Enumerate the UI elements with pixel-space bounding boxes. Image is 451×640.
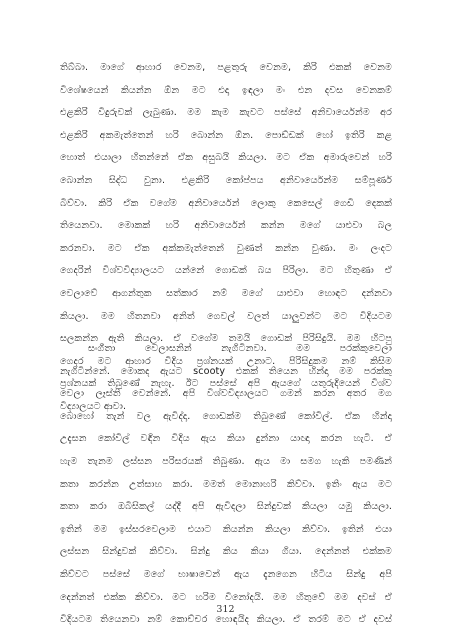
- text-line: ප්‍රශ්නයක් තිබුණේ නැහැ. ඊට පස්සේ අපි ඇයගේ යතුරුදියෙන් විශ්ව: [60, 378, 392, 390]
- text-line: උදැසන කෝවිල් වඳින විදිය ඇය කියා දුන්නා යාඥා කරන හැටි. ඒ: [60, 433, 392, 445]
- page-number: 312: [216, 604, 235, 615]
- text-line: එළකිරි අකමැත්තෙන් හරි බොන්න ඕන. පොඩ්ඩක් හෝ ඉතිරි කළ: [60, 129, 392, 141]
- text-line: ඉතින් මම ඉස්සරවෙලාම එයාට කියන්න කියලා කිව්වා. ඉතින් එයා: [60, 523, 392, 535]
- text-line: විදියටම තියෙනවා නම් කොච්චර හොඳයිද කියලා. ඒ තරම් මට ඒ දවස්: [60, 614, 392, 626]
- text-line: සංගීතා වෙලාසනින් නැගිටිනවා. මම පරක්කුවෙලා: [88, 343, 392, 354]
- text-line: තියෙනවා. මොකක් හරි අනිවාර්යෙන් කන්න මගේ යාළුවා බල: [60, 220, 392, 232]
- text-line: විශේෂයෙන් කියන්න ඕන මට එදා ඉඳලා මං එන දවස වෙනකම්: [60, 84, 392, 96]
- text-line: වෙලාවේ ආගන්තුක සත්කාර නම් මගේ යාළුවා හොඳට දන්නවා: [60, 287, 392, 299]
- text-line: කිව්වට පස්සේ මගේ භාෂාවෙන් ඇය දැනගෙන හිටිය සින්දු අපි: [60, 568, 392, 580]
- text-line: කරනවා. මට ඒක අක්කමැත්තෙන් වුණත් කන්න වුණා. මං ලංදට: [60, 242, 392, 254]
- text-line: තිබ්බා. මාගේ ආහාර වෙනම, පළතුරු වෙනම, කිරි එකක් වෙනම: [60, 62, 392, 73]
- text-line: බොන්න සිද්ධ වුනා. එළකිරි කෝප්පය අනිවාර්යෙන්ම සම්පූර්ණ: [60, 174, 392, 186]
- text-line: වෙලා ලෑස්ති වෙන්නේ. අපි විශ්වවිද්‍යාලයට ගමන් කරන අතර මග: [60, 388, 392, 400]
- text-line: ලස්සන සින්දුවක් කිව්වා. සින්දු කිය කියා ගියා. දෙන්නත් එක්කම: [60, 546, 392, 558]
- text-line: දෙන්නත් එක්ක කිව්වා. මට හරිම විනෝදයි. මම හිතුවේ මම දවස් ඒ: [60, 591, 392, 603]
- text-line: කතා කරන්න උත්සාහ කරා. මමත් මොනාහරි කිව්වා. ඉතිං ඇය මට: [60, 478, 392, 490]
- paragraph-2: [60, 338, 392, 632]
- text-line: හොත් එයාලා හිතන්නේ ඒක අසුබයි කියලා. මට ඒක අමාරුවෙන් හරි: [60, 152, 392, 164]
- text-line: බොහෝ තැන් වල ඇවිද්දා. ගොඩක්ම තිබුණේ කෝවිල්. ඒක හින්දා: [60, 410, 392, 422]
- text-line: කතා කරා ඔබිසිකල් යද්දී අපි ඇවිදලා සින්දුවක් කියලා යමු කියලා.: [60, 501, 392, 513]
- text-line: සලකන්න ඇති කියලා. ඒ වගේම තමයි ගොඩක් පිරිසිදුයි. මම හිටපු: [60, 333, 392, 345]
- text-line: හැම තැනම ලස්සන පරිසරයක් තිබුණා. ඇය මා සමග හැකි පමණින්: [60, 455, 392, 467]
- text-line: කියලා. මම හිතනවා අනිත් ගෙවල් වලත් යාලුවන්ට මට විදියටම: [60, 310, 392, 322]
- text-line: බිව්වා. කිරි ඒක වගේම අනිවාර්යෙන් ලොකු කෙසෙල් ගෙඩි දෙකක්: [60, 197, 392, 209]
- text-line: නැගිටින්නේ. මොකද ඇයට scooty එකක් තියෙන හින්දා මම පරක්කු: [60, 365, 392, 377]
- text-line: විද්‍යාලයට ආවා.: [60, 400, 127, 412]
- text-line: ගෙදර මට ආහාර විදිය ප්‍රශ්නයක් උනාට. පිරිසිදුකම නම් කිසිම: [60, 355, 392, 367]
- text-line: ගෙදරින් විශ්වවිද්‍යාලයට යන්නේ ගොඩක් බය පිරිලා. මට හිතුණා ඒ: [60, 265, 392, 277]
- text-line: එළකිරි විදුරුවක් ලැබුණා. මම කැම කැවට පස්සේ අනිවාර්යෙන්ම අර: [60, 107, 392, 119]
